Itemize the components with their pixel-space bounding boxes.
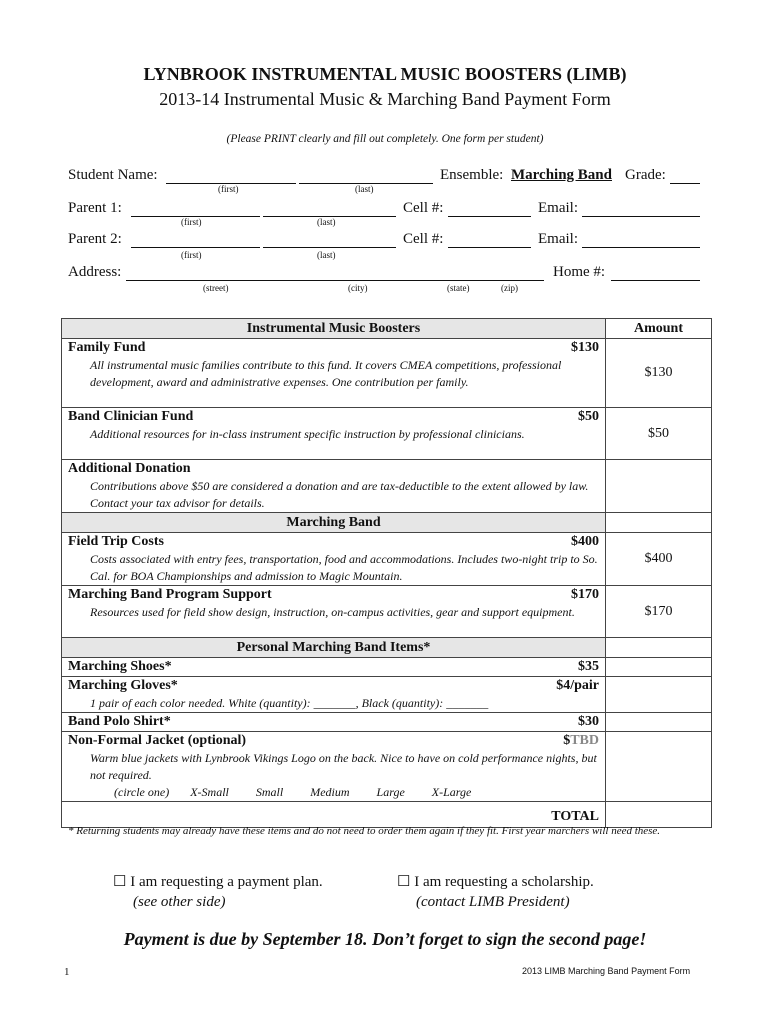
page-number: 1 — [64, 966, 70, 978]
size-instruction: (circle one) — [114, 785, 170, 799]
student-name-label: Student Name: — [68, 167, 158, 183]
clinician-description: Additional resources for in-class instrument specific instruction by professional clinicians. — [90, 427, 525, 441]
address-label: Address: — [68, 264, 122, 280]
parent1-cell-label: Cell #: — [403, 200, 444, 216]
scholarship-option[interactable] — [397, 872, 594, 892]
parent1-first-caption: (first) — [181, 217, 202, 227]
form-subtitle: 2013-14 Instrumental Music & Marching Band Payment Form — [159, 89, 611, 109]
field-trip-description: Costs associated with entry fees, transportation, food and accommodations. Includes two-night trip to So. Cal. for BOA Championships and admission to Magic Mountain. — [90, 552, 598, 583]
gloves-amount[interactable] — [606, 677, 712, 713]
section-marching-band: Marching Band — [62, 513, 606, 533]
payment-plan-note: (see other side) — [133, 894, 226, 910]
parent2-cell-line[interactable] — [448, 247, 531, 248]
family-fund-description: All instrumental music families contribute to this fund. It covers CMEA competitions, professional development, award and administrative expenses. One contribution per family. — [90, 358, 562, 389]
payment-plan-checkbox-icon[interactable]: ☐ — [113, 874, 127, 890]
parent2-email-line[interactable] — [582, 247, 700, 248]
field-trip-amount[interactable]: $400 — [606, 533, 712, 586]
instructions: (Please PRINT clearly and fill out completely. One form per student) — [226, 133, 544, 145]
parent1-email-line[interactable] — [582, 216, 700, 217]
gloves-price: $4/pair — [556, 678, 599, 693]
parent2-label: Parent 2: — [68, 231, 122, 247]
program-support-description: Resources used for field show design, instruction, on-campus activities, gear and support equipment. — [90, 605, 575, 619]
amount-header: Amount — [606, 319, 712, 339]
field-trip-label: Field Trip Costs — [68, 534, 164, 549]
jacket-description: Warm blue jackets with Lynbrook Vikings Logo on the back. Nice to have on cold performance nights, but not required. — [90, 751, 597, 782]
shoes-label: Marching Shoes* — [68, 659, 172, 674]
family-fund-price: $130 — [571, 340, 599, 355]
size-xsmall[interactable]: X-Small — [190, 785, 229, 799]
grade-label: Grade: — [625, 167, 666, 183]
gloves-description: 1 pair of each color needed. White (quantity): _______, Black (quantity): _______ — [90, 696, 489, 710]
size-small[interactable]: Small — [255, 785, 284, 799]
parent2-last-caption: (last) — [317, 250, 336, 260]
jacket-price-tbd: TBD — [570, 733, 599, 748]
parent1-label: Parent 1: — [68, 200, 122, 216]
footer-form-name: 2013 LIMB Marching Band Payment Form — [522, 966, 691, 976]
parent1-email-label: Email: — [538, 200, 578, 216]
total-label: TOTAL — [62, 802, 606, 828]
section-instrumental-boosters: Instrumental Music Boosters — [62, 319, 606, 339]
ensemble-value: Marching Band — [511, 167, 612, 183]
section-personal-items: Personal Marching Band Items* — [62, 638, 606, 658]
student-first-caption: (first) — [218, 184, 239, 194]
donation-row — [62, 460, 606, 513]
gloves-label: Marching Gloves* — [68, 678, 178, 693]
polo-price: $30 — [578, 714, 599, 729]
shoes-price: $35 — [578, 659, 599, 674]
home-phone-line[interactable] — [611, 280, 700, 281]
program-support-amount[interactable]: $170 — [606, 586, 712, 638]
state-caption: (state) — [447, 283, 470, 293]
clinician-price: $50 — [578, 409, 599, 424]
family-fund-label: Family Fund — [68, 340, 146, 355]
scholarship-note: (contact LIMB President) — [416, 894, 570, 910]
student-last-caption: (last) — [355, 184, 374, 194]
family-fund-amount[interactable]: $130 — [606, 339, 712, 408]
form-title: LYNBROOK INSTRUMENTAL MUSIC BOOSTERS (LIMB) — [143, 64, 627, 84]
ensemble-label: Ensemble: — [440, 167, 504, 183]
payment-plan-option[interactable] — [113, 872, 323, 892]
street-caption: (street) — [203, 283, 229, 293]
family-fund-row — [62, 339, 606, 408]
jacket-label: Non-Formal Jacket (optional) — [68, 733, 247, 748]
size-large[interactable]: Large — [376, 785, 405, 799]
parent2-first-line[interactable] — [131, 247, 260, 248]
city-caption: (city) — [348, 283, 368, 293]
size-xlarge[interactable]: X-Large — [431, 785, 472, 799]
parent2-email-label: Email: — [538, 231, 578, 247]
marching-band-header-blank — [606, 513, 712, 533]
size-medium[interactable]: Medium — [310, 785, 350, 799]
donation-amount[interactable] — [606, 460, 712, 513]
donation-description: Contributions above $50 are considered a donation and are tax-deductible to the extent allowed by law. Contact your tax advisor for details. — [90, 479, 589, 510]
address-line[interactable] — [126, 280, 544, 281]
parent2-first-caption: (first) — [181, 250, 202, 260]
donation-label: Additional Donation — [68, 461, 191, 476]
parent2-cell-label: Cell #: — [403, 231, 444, 247]
clinician-label: Band Clinician Fund — [68, 409, 194, 424]
zip-caption: (zip) — [501, 283, 518, 293]
scholarship-label: I am requesting a scholarship. — [414, 874, 594, 890]
clinician-amount[interactable]: $50 — [606, 408, 712, 460]
footnote: * Returning students may already have these items and do not need to order them again if they fit. First year marchers will need these. — [68, 825, 661, 837]
home-phone-label: Home #: — [553, 264, 606, 280]
parent1-last-caption: (last) — [317, 217, 336, 227]
scholarship-checkbox-icon[interactable]: ☐ — [397, 874, 411, 890]
payment-plan-label: I am requesting a payment plan. — [130, 874, 323, 890]
gloves-row — [62, 677, 606, 713]
due-notice: Payment is due by September 18. Don’t forget to sign the second page! — [123, 929, 647, 949]
parent2-last-line[interactable] — [263, 247, 396, 248]
program-support-row — [62, 586, 606, 638]
jacket-amount[interactable] — [606, 732, 712, 802]
clinician-row — [62, 408, 606, 460]
polo-amount[interactable] — [606, 713, 712, 732]
jacket-price-symbol: $ — [563, 733, 571, 748]
shoes-amount[interactable] — [606, 658, 712, 677]
personal-items-header-blank — [606, 638, 712, 658]
polo-row — [62, 713, 606, 732]
fee-table — [61, 318, 712, 828]
field-trip-row — [62, 533, 606, 586]
shoes-row — [62, 658, 606, 677]
parent1-cell-line[interactable] — [448, 216, 531, 217]
program-support-label: Marching Band Program Support — [68, 587, 272, 602]
polo-label: Band Polo Shirt* — [68, 714, 171, 729]
field-trip-price: $400 — [571, 534, 599, 549]
jacket-row — [62, 732, 606, 802]
grade-line[interactable] — [670, 183, 700, 184]
program-support-price: $170 — [571, 587, 599, 602]
jacket-size-options[interactable] — [68, 784, 599, 801]
